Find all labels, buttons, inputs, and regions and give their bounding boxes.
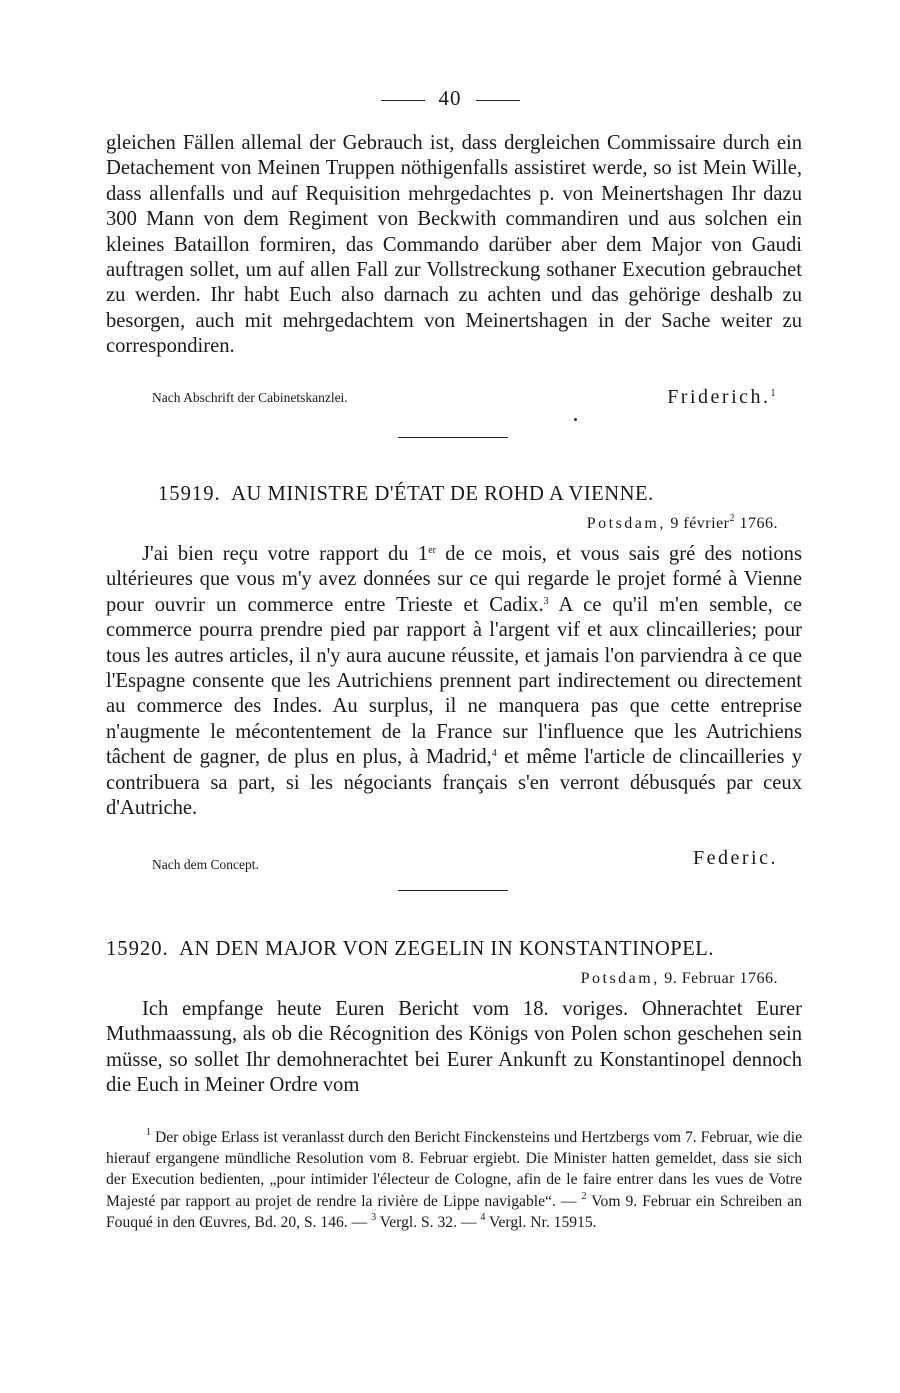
dateline xyxy=(581,970,778,988)
section-divider xyxy=(398,437,508,438)
footnote-run: Der obige Erlass ist veranlasst durch den Bericht Finckensteins und Hertzbergs vom 7. Februar, wie die hierauf ergangene mündliche Resolution vom 8. Februar ergiebt. Die Minister hatten gemeldet, dass sie sich der Execution bedienten, „pour intimider l'électeur de Cologne, afin de le faire entrer dans les vues de Votre Majesté par rapport au projet de rendre la rivière de Lippe navigable“. — xyxy=(106,1129,802,1210)
footnote-text xyxy=(106,1127,802,1233)
letter-heading xyxy=(106,938,806,961)
footnote-ref: 3 xyxy=(543,595,549,607)
letter-title: AU MINISTRE D'ÉTAT DE ROHD A VIENNE. xyxy=(231,483,654,505)
page-number: 40 xyxy=(438,86,462,110)
footnote-run: Vom 9. Februar ein Schreiben an Fouqué in den Œuvres, Bd. 20, S. 146. — xyxy=(106,1192,802,1231)
signature xyxy=(667,386,778,409)
footnote-marker: 4 xyxy=(480,1211,486,1223)
footnote-ref: 2 xyxy=(729,513,735,524)
footnote-run: Vergl. Nr. 15915. xyxy=(485,1213,597,1231)
header-dash-right xyxy=(476,100,520,101)
letter-text xyxy=(106,997,802,1099)
header-dash-left xyxy=(381,100,425,101)
letter-title: AN DEN MAJOR VON ZEGELIN IN KONSTANTINOPEL. xyxy=(179,938,715,960)
page-header xyxy=(0,86,900,111)
superscript: er xyxy=(428,545,436,556)
date-rest: 9. Februar 1766. xyxy=(664,970,778,987)
letter-heading xyxy=(158,483,858,506)
print-speck xyxy=(574,418,577,421)
section-divider xyxy=(398,890,508,891)
footnote-run: Vergl. S. 32. — xyxy=(376,1213,481,1231)
text-run: A ce qu'il m'en semble, ce commerce pourra prendre pied par rapport à l'argent vif et aux clincailleries; pour tous les autres articles, il n'y aura aucune réussite, et jamais l'on parviendra à ce que l'Espagne consente que les Autrichiens prennent part indirectement ou directement au commerce des Indes. Au surplus, il ne manquera pas que cette entreprise n'augmente le mécontentement de la France sur l'influence que les Autrichiens tâchent de gagner, de plus en plus, à Madrid, xyxy=(106,593,802,769)
dateline xyxy=(587,515,778,533)
footnote-ref: 1 xyxy=(770,388,778,399)
footnote-ref: 4 xyxy=(491,748,497,760)
signature-name: Friderich. xyxy=(667,386,771,408)
footnotes xyxy=(106,1127,802,1233)
date-year: 1766. xyxy=(739,515,778,532)
letter-paragraph xyxy=(106,542,802,821)
footnote-marker: 3 xyxy=(371,1211,377,1223)
source-note: Nach dem Concept. xyxy=(152,857,259,872)
source-note: Nach Abschrift der Cabinetskanzlei. xyxy=(152,390,348,405)
text-run: et même l'article de clincailleries y contribuera sa part, si les négociants français s'en verront débusqués par ceux d'Autriche. xyxy=(106,746,802,820)
continuation-text xyxy=(106,131,802,360)
text-run: J'ai bien reçu votre rapport du 1 xyxy=(142,543,429,565)
signature: Federic. xyxy=(693,847,778,869)
date-day: 9 février xyxy=(670,515,730,532)
text-run: de ce mois, et vous sais gré des notions ultérieures que vous m'y avez données sur ce qui regarde le projet formé à Vienne pour ouvrir un commerce entre Trieste et Cadix. xyxy=(106,543,802,616)
date-place: Potsdam, xyxy=(586,515,666,532)
footnote-marker: 1 xyxy=(146,1127,151,1138)
date-place: Potsdam, xyxy=(580,970,660,987)
letter-number: 15919. xyxy=(158,483,221,505)
footnote-marker: 2 xyxy=(581,1190,587,1202)
letter-number: 15920. xyxy=(106,938,169,960)
letter-text xyxy=(106,542,802,821)
continuation-paragraph: gleichen Fällen allemal der Gebrauch ist, dass dergleichen Commissaire durch ein Detachement von Meinen Truppen nöthigenfalls assistiret werde, so ist Mein Wille, dass allenfalls und auf Requisition mehrgedachtes p. von Meinertshagen Ihr dazu 300 Mann von dem Regiment von Beckwith commandiren und aus solchen ein kleines Bataillon formiren, das Commando darüber aber dem Major von Gaudi auftragen sollet, um auf allen Fall zur Vollstreckung sothaner Execution gebrauchet zu werden. Ihr habt Euch also darnach zu achten und das gehörige deshalb zu besorgen, auch mit mehrgedachtem von Meinertshagen in der Sache weiter zu correspondiren. xyxy=(106,132,802,358)
letter-paragraph: Ich empfange heute Euren Bericht vom 18. voriges. Ohnerachtet Eurer Muthmaassung, als ob die Récognition des Königs von Polen schon geschehen sein müsse, so sollet Ihr demohnerachtet bei Eurer Ankunft zu Konstantinopel dennoch die Euch in Meiner Ordre vom xyxy=(106,998,802,1097)
